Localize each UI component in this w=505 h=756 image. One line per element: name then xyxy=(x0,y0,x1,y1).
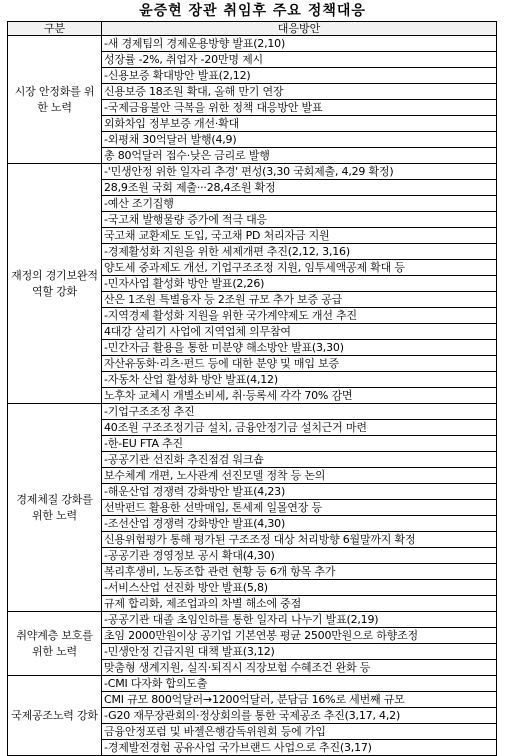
category-cell: 시장 안정화를 위한 노력 xyxy=(8,36,102,164)
page-title: 윤증현 장관 취임후 주요 정책대응 xyxy=(139,3,366,19)
response-item: -공공기관 선진화 추진점검 워크숍 xyxy=(102,452,497,468)
response-item: -CMI 다자화 합의도출 xyxy=(102,676,497,692)
response-item: 금융안정포럼 및 바젤은행감독위원회 등에 가입 xyxy=(102,724,497,740)
category-cell: 재정의 경기보완적 역할 강화 xyxy=(8,164,102,404)
response-item: 성장률 -2%, 취업자 -20만명 제시 xyxy=(102,52,497,68)
response-item: CMI 규모 800억달러→1200억달러, 분담금 16%로 세번째 규모 xyxy=(102,692,497,708)
response-item: -자동차 산업 활성화 방안 발표(4,12) xyxy=(102,372,497,388)
response-item: -G20 재무장관회의·정상회의를 통한 국제공조 추진(3,17, 4,2) xyxy=(102,708,497,724)
response-item: -한-EU FTA 추진 xyxy=(102,436,497,452)
response-item: 4대강 살리기 사업에 지역업체 의무참여 xyxy=(102,324,497,340)
response-item: -서비스산업 선진화 방안 발표(5,8) xyxy=(102,580,497,596)
policy-table xyxy=(7,21,497,756)
table-row xyxy=(8,676,497,692)
response-item: -경제활성화 지원을 위한 세제개편 추진(2,12, 3,16) xyxy=(102,244,497,260)
table-row xyxy=(8,404,497,420)
response-item: 규제 합리화, 제조업과의 차별 해소에 중점 xyxy=(102,596,497,612)
table-row xyxy=(8,612,497,628)
response-item: 신용보증 18조원 확대, 올해 만기 연장 xyxy=(102,84,497,100)
response-item: 자산유동화·리츠·펀드 등에 대한 분양 및 매입 보증 xyxy=(102,356,497,372)
header-row xyxy=(8,22,497,36)
response-item: 노후차 교체시 개별소비세, 취·등록세 각각 70% 감면 xyxy=(102,388,497,404)
response-item: -새 경제팀의 경제운용방향 발표(2,10) xyxy=(102,36,497,52)
response-item: -신용보증 확대방안 발표(2,12) xyxy=(102,68,497,84)
response-item: 산은 1조원 특별융자 등 2조원 규모 추가 보증 공급 xyxy=(102,292,497,308)
response-item: -민간자금 활용을 통한 미분양 해소방안 발표(3,30) xyxy=(102,340,497,356)
response-item: -국고채 발행물량 증가에 적극 대응 xyxy=(102,212,497,228)
response-item: 총 80억달러 접수·낮은 금리로 발행 xyxy=(102,148,497,164)
response-item: -조선산업 경쟁력 강화방안 발표(4,30) xyxy=(102,516,497,532)
category-cell: 국제공조노력 강화 xyxy=(8,676,102,756)
response-item: -민생안정 긴급지원 대책 발표(3,12) xyxy=(102,644,497,660)
header-category: 구분 xyxy=(8,22,102,36)
response-item: -민자사업 활성화 방안 발표(2,26) xyxy=(102,276,497,292)
response-item: -'민생안정 위한 일자리 추경' 편성(3,30 국회제출, 4,29 확정) xyxy=(102,164,497,180)
response-item: 보수체계 개편, 노사관계 선진모델 정착 등 논의 xyxy=(102,468,497,484)
response-item: 신용위험평가 통해 평가된 구조조정 대상 처리방향 6월말까지 확정 xyxy=(102,532,497,548)
response-item: -기업구조조정 추진 xyxy=(102,404,497,420)
response-item: 양도세 중과제도 개선, 기업구조조정 지원, 임투세액공제 확대 등 xyxy=(102,260,497,276)
response-item: -예산 조기집행 xyxy=(102,196,497,212)
category-cell: 취약계층 보호를 위한 노력 xyxy=(8,612,102,676)
response-item: -외평채 30억달러 발행(4,9) xyxy=(102,132,497,148)
response-item: -공공기관 경영정보 공시 확대(4,30) xyxy=(102,548,497,564)
response-item: -해운산업 경쟁력 강화방안 발표(4,23) xyxy=(102,484,497,500)
table-row xyxy=(8,36,497,52)
response-item: 외화차입 정부보증 개선·확대 xyxy=(102,116,497,132)
response-item: 복리후생비, 노동조합 관련 현황 등 6개 항목 추가 xyxy=(102,564,497,580)
policy-table-body xyxy=(8,36,497,756)
response-item: -경제발전경험 공유사업 국가브랜드 사업으로 추진(3,17) xyxy=(102,740,497,756)
response-item: -국제금융불안 극복을 위한 정책 대응방안 발표 xyxy=(102,100,497,116)
response-item: 국고채 교환제도 도입, 국고채 PD 처리자금 지원 xyxy=(102,228,497,244)
response-item: 초임 2000만원이상 공기업 기본연봉 평균 2500만원으로 하향조정 xyxy=(102,628,497,644)
response-item: -공공기관 대졸 초임인하를 통한 일자리 나누기 발표(2,19) xyxy=(102,612,497,628)
header-response: 대응방안 xyxy=(102,22,497,36)
category-cell: 경제체질 강화를 위한 노력 xyxy=(8,404,102,612)
response-item: -지역경제 활성화 지원을 위한 국가계약제도 개선 추진 xyxy=(102,308,497,324)
table-row xyxy=(8,164,497,180)
response-item: 28,9조원 국회 제출···28,4조원 확정 xyxy=(102,180,497,196)
response-item: 40조원 구조조정기금 설치, 금융안정기금 설치근거 마련 xyxy=(102,420,497,436)
response-item: 선박펀드 활용한 선박매입, 톤세제 일몰연장 등 xyxy=(102,500,497,516)
response-item: 맞춤형 생계지원, 실직·퇴직시 직장보험 수혜조건 완화 등 xyxy=(102,660,497,676)
